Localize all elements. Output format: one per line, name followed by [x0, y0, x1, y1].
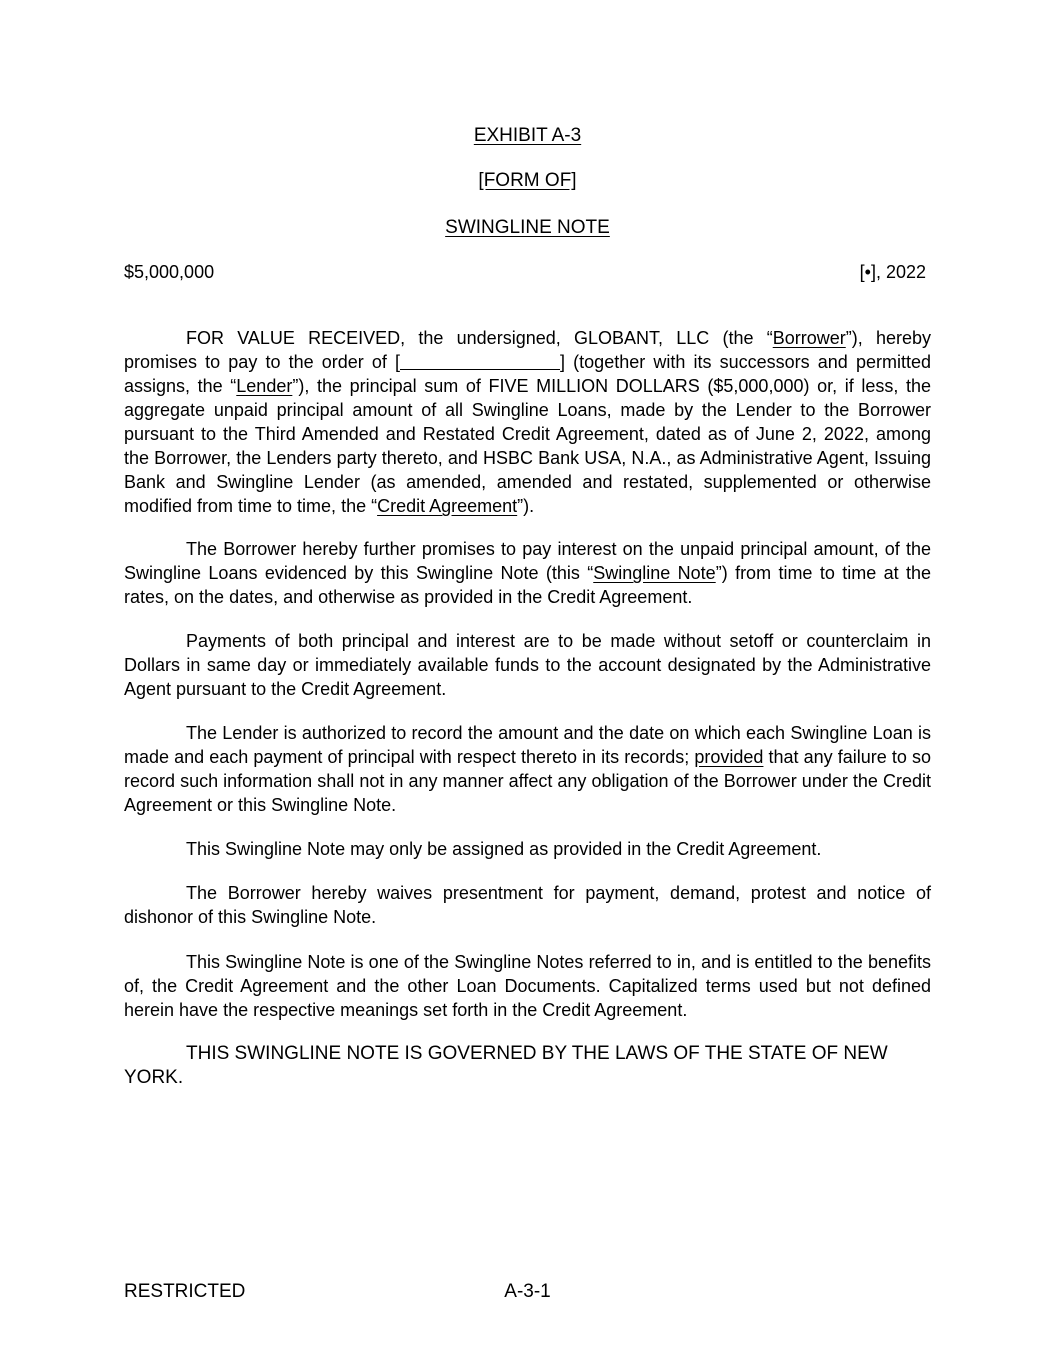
p4-text-b: that any failure to so record such information shall not in any manner affect any obligation of the Borrower under the Credit Agreement or this Swingline Note.	[124, 747, 931, 815]
defined-term-lender: Lender	[236, 376, 293, 396]
document-title: SWINGLINE NOTE	[445, 217, 610, 238]
p3-text: Payments of both principal and interest are to be made without setoff or counterclaim in Dollars in same day or immediately available funds to the account designated by the Administrative Agent pursuant to the Credit Agreement.	[124, 631, 931, 699]
defined-term-swingline-note: Swingline Note	[593, 563, 716, 583]
p8-text: THIS SWINGLINE NOTE IS GOVERNED BY THE LAWS OF THE STATE OF NEW YORK.	[124, 1043, 888, 1088]
paragraph-records	[124, 721, 931, 817]
paragraph-interest	[124, 537, 931, 609]
paragraph-benefits	[124, 950, 931, 1022]
p1-text-d: ”), the principal sum of FIVE MILLION DOLLARS ($5,000,000) or, if less, the aggregate unpaid principal amount of all Swingline Loans, made by the Lender to the Borrower pursuant to the Third Amended and Restated Credit Agreement, dated as of June 2, 2022, among the Borrower, the Lenders party thereto, and HSBC Bank USA, N.A., as Administrative Agent, Issuing Bank and Swingline Lender (as amended, amended and restated, supplemented or otherwise modified from time to time, the “	[124, 376, 931, 516]
term-provided: provided	[694, 747, 764, 767]
p7-text: This Swingline Note is one of the Swingline Notes referred to in, and is entitled to the benefits of, the Credit Agreement and the other Loan Documents. Capitalized terms used but not defined herein have the respective meanings set forth in the Credit Agreement.	[124, 952, 931, 1020]
p5-text: This Swingline Note may only be assigned as provided in the Credit Agreement.	[186, 839, 822, 859]
paragraph-value-received	[124, 326, 931, 518]
exhibit-heading: EXHIBIT A-3	[473, 125, 582, 146]
p2-text-b: ”) from time to time at the rates, on the dates, and otherwise as provided in the Credit Agreement.	[124, 563, 931, 607]
note-amount: $5,000,000	[124, 262, 215, 282]
defined-term-credit-agreement: Credit Agreement	[377, 496, 518, 516]
p1-text-e: ”).	[517, 496, 535, 516]
p6-text: The Borrower hereby waives presentment for payment, demand, protest and notice of dishonor of this Swingline Note.	[124, 883, 931, 927]
p1-text-b: ”), hereby promises to pay to the order of [	[124, 328, 932, 372]
note-date: [•], 2022	[859, 262, 926, 282]
defined-term-borrower: Borrower	[772, 328, 846, 348]
form-of-heading: [FORM OF]	[478, 170, 577, 191]
p2-text-a: The Borrower hereby further promises to pay interest on the unpaid principal amount, of the Swingline Loans evidenced by this Swingline Note (this “	[124, 539, 931, 583]
paragraph-governing-law	[124, 1042, 931, 1090]
p1-text-a: FOR VALUE RECEIVED, the undersigned, GLOBANT, LLC (the “	[186, 328, 773, 348]
footer-page-number: A-3-1	[504, 1281, 551, 1302]
lender-name-blank	[400, 353, 560, 370]
paragraph-assignment	[124, 837, 931, 861]
p1-text-c: ] (together with its successors and permitted assigns, the “	[124, 352, 931, 396]
paragraph-waiver	[124, 881, 931, 929]
paragraph-payments	[124, 629, 931, 701]
p4-text-a: The Lender is authorized to record the amount and the date on which each Swingline Loan is made and each payment of principal with respect thereto in its records;	[124, 723, 931, 767]
footer-classification: RESTRICTED	[124, 1281, 246, 1302]
